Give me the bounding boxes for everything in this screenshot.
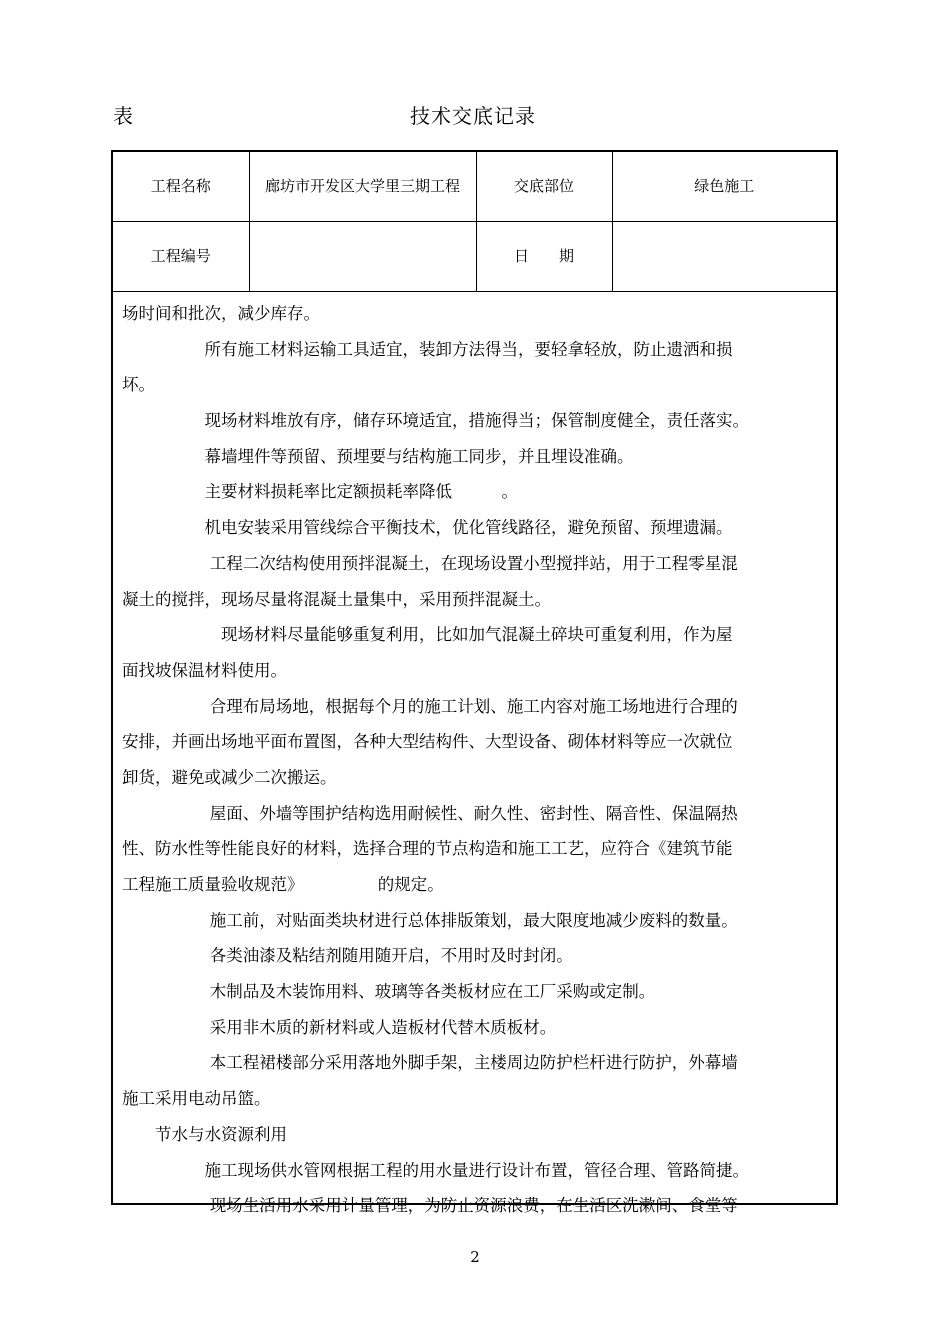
project-info-table (113, 152, 836, 292)
body-line: 采用非木质的新材料或人造板材代替木质板材。 (122, 1017, 557, 1037)
body-line: 幕墙埋件等预留、预埋要与结构施工同步，并且埋设准确。 (122, 446, 634, 466)
body-line: 性、防水性等性能良好的材料，选择合理的节点构造和施工工艺，应符合《建筑节能 (122, 839, 733, 859)
date-label: 日 期 (476, 221, 612, 291)
body-line: 合理布局场地，根据每个月的施工计划、施工内容对施工场地进行合理的 (122, 696, 738, 716)
body-line: 卸货，避免或减少二次搬运。 (122, 767, 337, 787)
info-row-1 (113, 152, 836, 221)
body-line: 木制品及木装饰用料、玻璃等各类板材应在工厂采购或定制。 (122, 982, 656, 1002)
body-line: 安排，并画出场地平面布置图，各种大型结构件、大型设备、砌体材料等应一次就位 (122, 732, 733, 752)
body-line: 主要材料损耗率比定额损耗率降低 。 (122, 482, 518, 502)
body-line: 施工采用电动吊篮。 (122, 1089, 271, 1109)
record-frame (111, 150, 838, 1216)
table-label: 表 (113, 104, 133, 128)
document-title: 技术交底记录 (410, 104, 536, 128)
project-name-label: 工程名称 (113, 152, 249, 221)
body-line: 工程二次结构使用预拌混凝土，在现场设置小型搅拌站，用于工程零星混 (122, 553, 738, 573)
body-line: 所有施工材料运输工具适宜，装卸方法得当，要轻拿轻放，防止遗洒和损 (122, 339, 733, 359)
body-line: 机电安装采用管线综合平衡技术，优化管线路径，避免预留、预埋遗漏。 (122, 518, 733, 538)
section-heading: 节水与水资源利用 (122, 1124, 287, 1144)
body-line: 场时间和批次，减少库存。 (122, 304, 320, 323)
body-line: 施工前，对贴面类块材进行总体排版策划，最大限度地减少废料的数量。 (122, 910, 738, 930)
page-number: 2 (470, 1248, 480, 1266)
body-line: 各类油漆及粘结剂随用随开启，不用时及时封闭。 (122, 946, 573, 966)
project-no-value (249, 221, 476, 291)
info-row-2 (113, 221, 836, 291)
body-line: 工程施工质量验收规范》 的规定。 (122, 875, 444, 894)
body-line: 坏。 (122, 375, 155, 395)
project-name-value: 廊坊市开发区大学里三期工程 (249, 152, 476, 221)
date-value (612, 221, 836, 291)
body-line: 面找坡保温材料使用。 (122, 660, 287, 680)
part-label: 交底部位 (476, 152, 612, 221)
body-line: 施工现场供水管网根据工程的用水量进行设计布置，管径合理、管路简捷。 (122, 1160, 749, 1180)
part-value: 绿色施工 (612, 152, 836, 221)
body-line: 现场生活用水采用计量管理，为防止资源浪费，在生活区洗漱间、食堂等 (122, 1196, 738, 1216)
project-no-label: 工程编号 (113, 221, 249, 291)
body-line: 现场材料尽量能够重复利用，比如加气混凝土碎块可重复利用，作为屋 (122, 625, 733, 645)
body-line: 现场材料堆放有序，储存环境适宜，措施得当；保管制度健全，责任落实。 (122, 411, 749, 431)
body-line: 屋面、外墙等围护结构选用耐候性、耐久性、密封性、隔音性、保温隔热 (122, 803, 738, 823)
body-line: 凝土的搅拌，现场尽量将混凝土量集中，采用预拌混凝土。 (122, 589, 551, 609)
disclosure-body (122, 296, 834, 1224)
body-line: 本工程裙楼部分采用落地外脚手架，主楼周边防护栏杆进行防护，外幕墙 (122, 1053, 738, 1073)
